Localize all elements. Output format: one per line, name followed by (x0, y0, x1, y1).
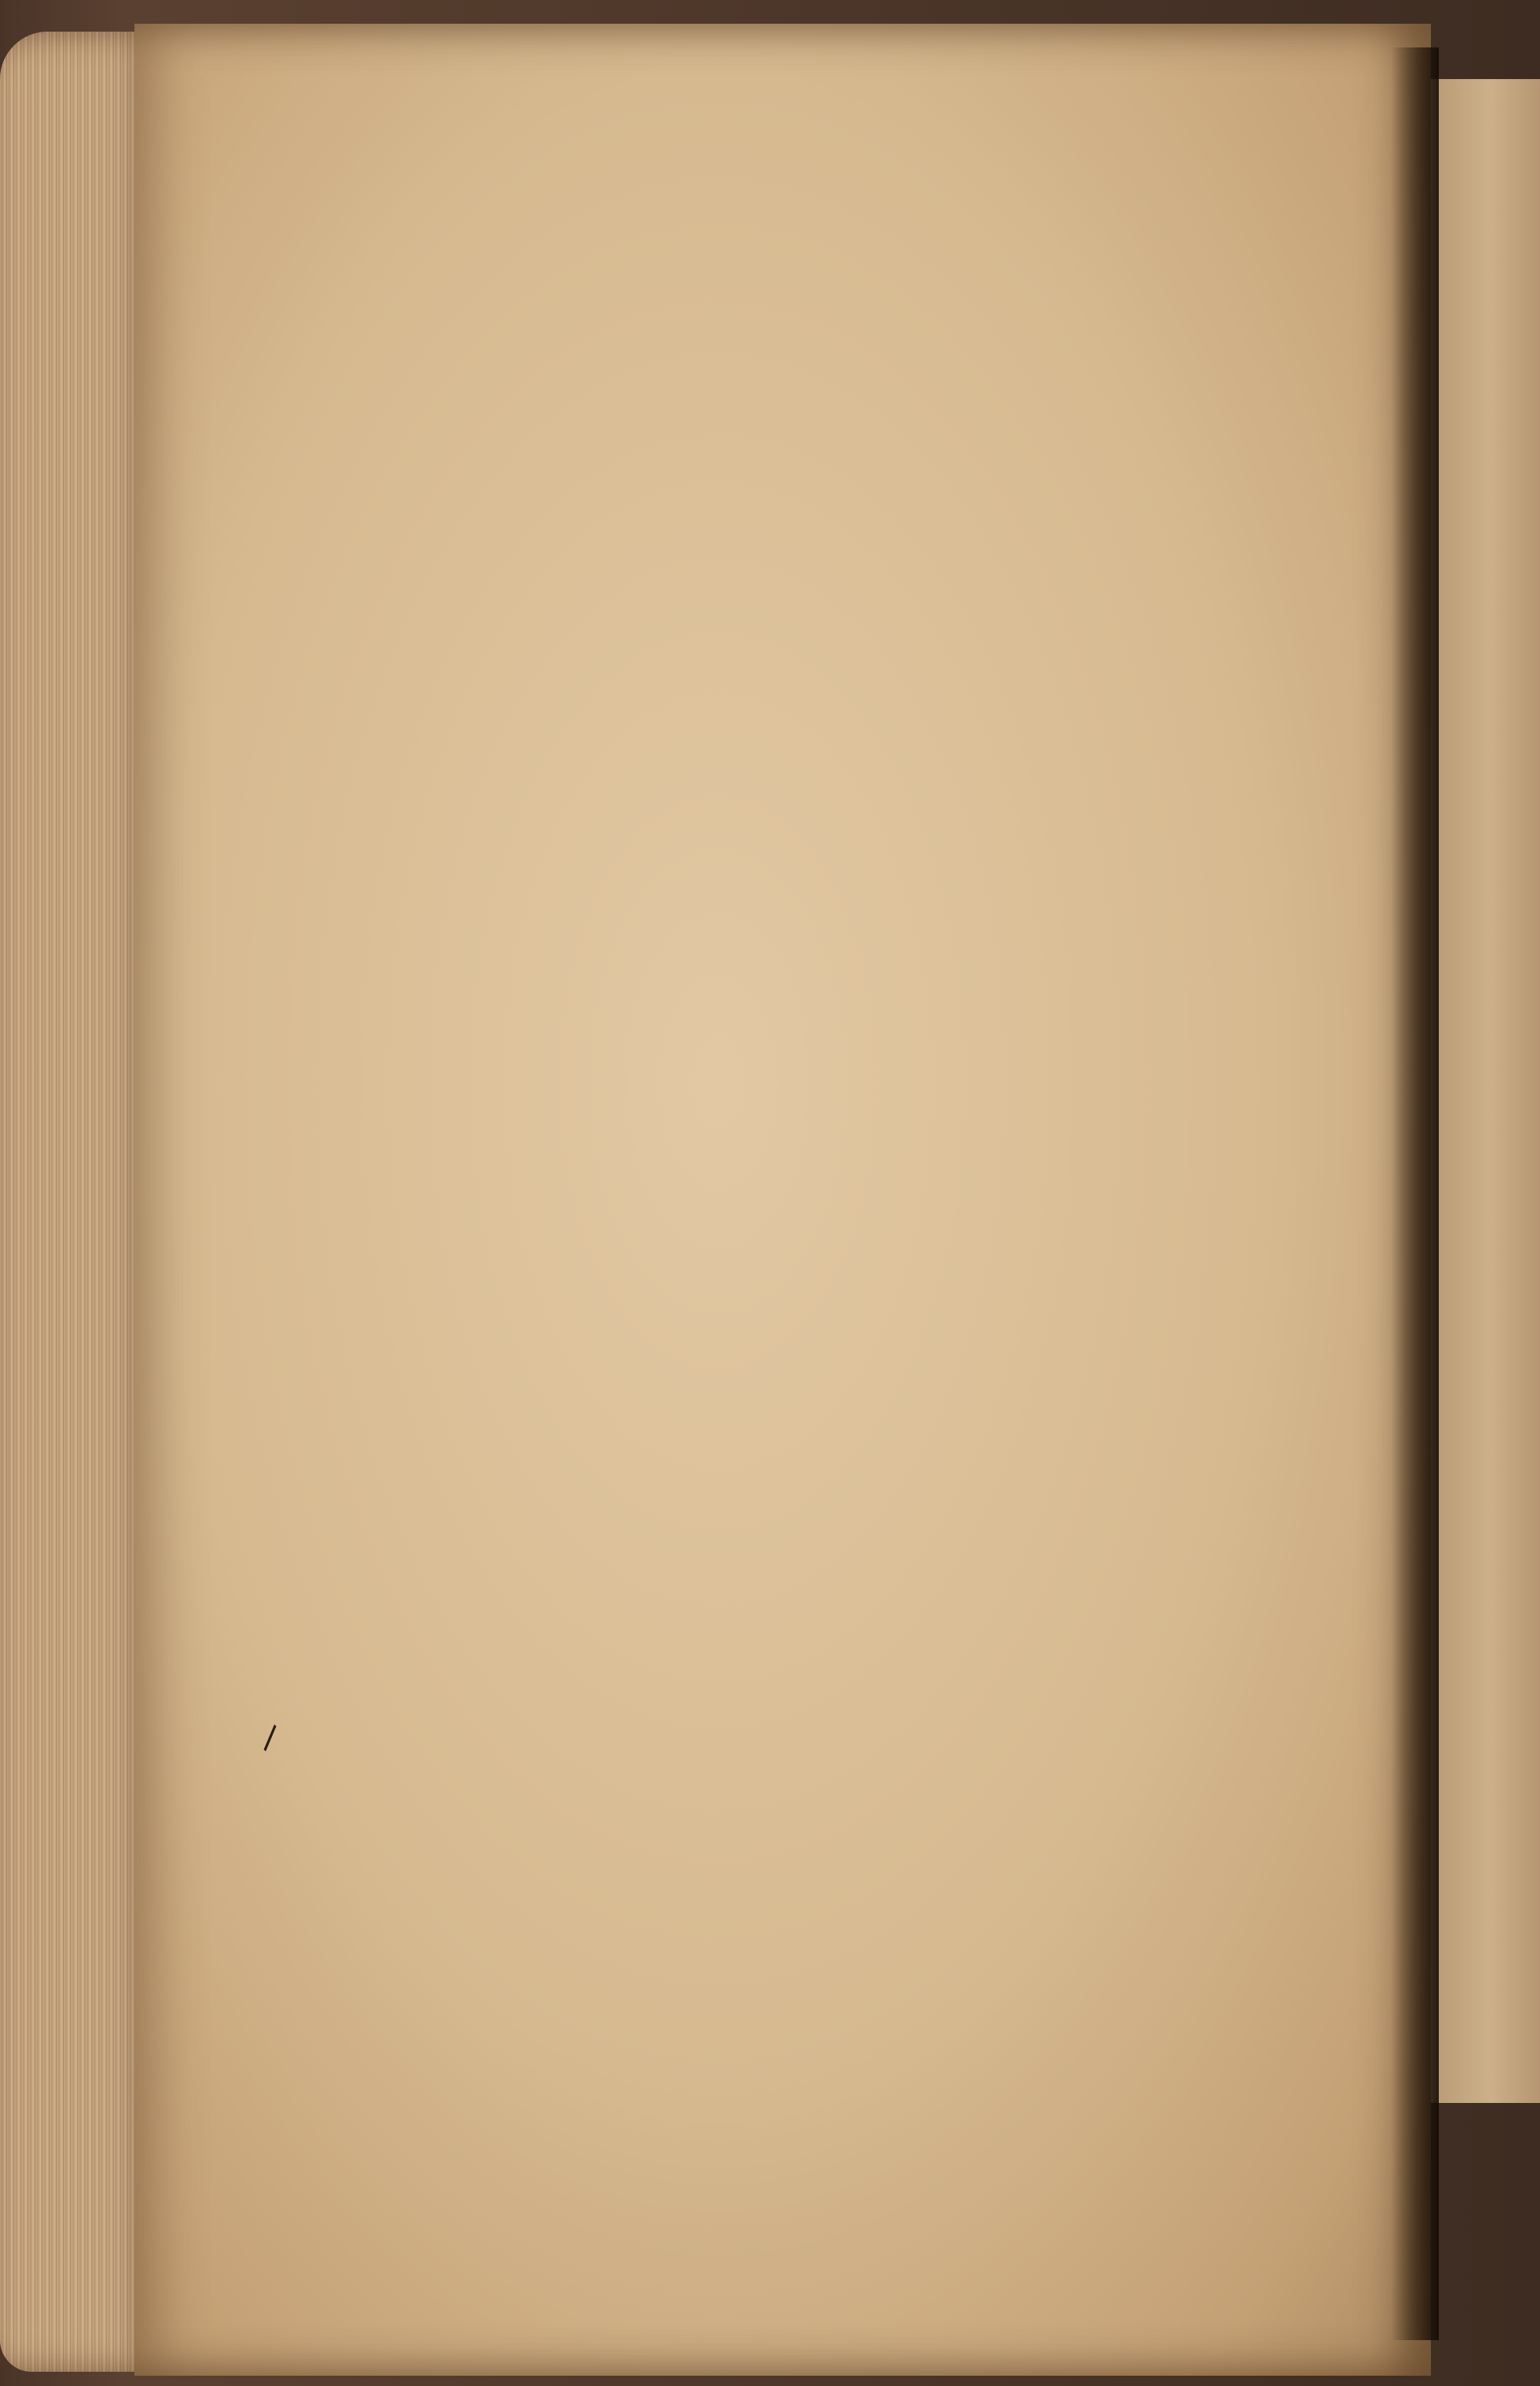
chapter-heading (490, 568, 1423, 614)
gutter-shadow (1391, 47, 1439, 2340)
chapter-subtitle-line (692, 572, 1423, 614)
ink-mark: \ (254, 1720, 286, 1755)
main-page (134, 24, 1431, 2376)
